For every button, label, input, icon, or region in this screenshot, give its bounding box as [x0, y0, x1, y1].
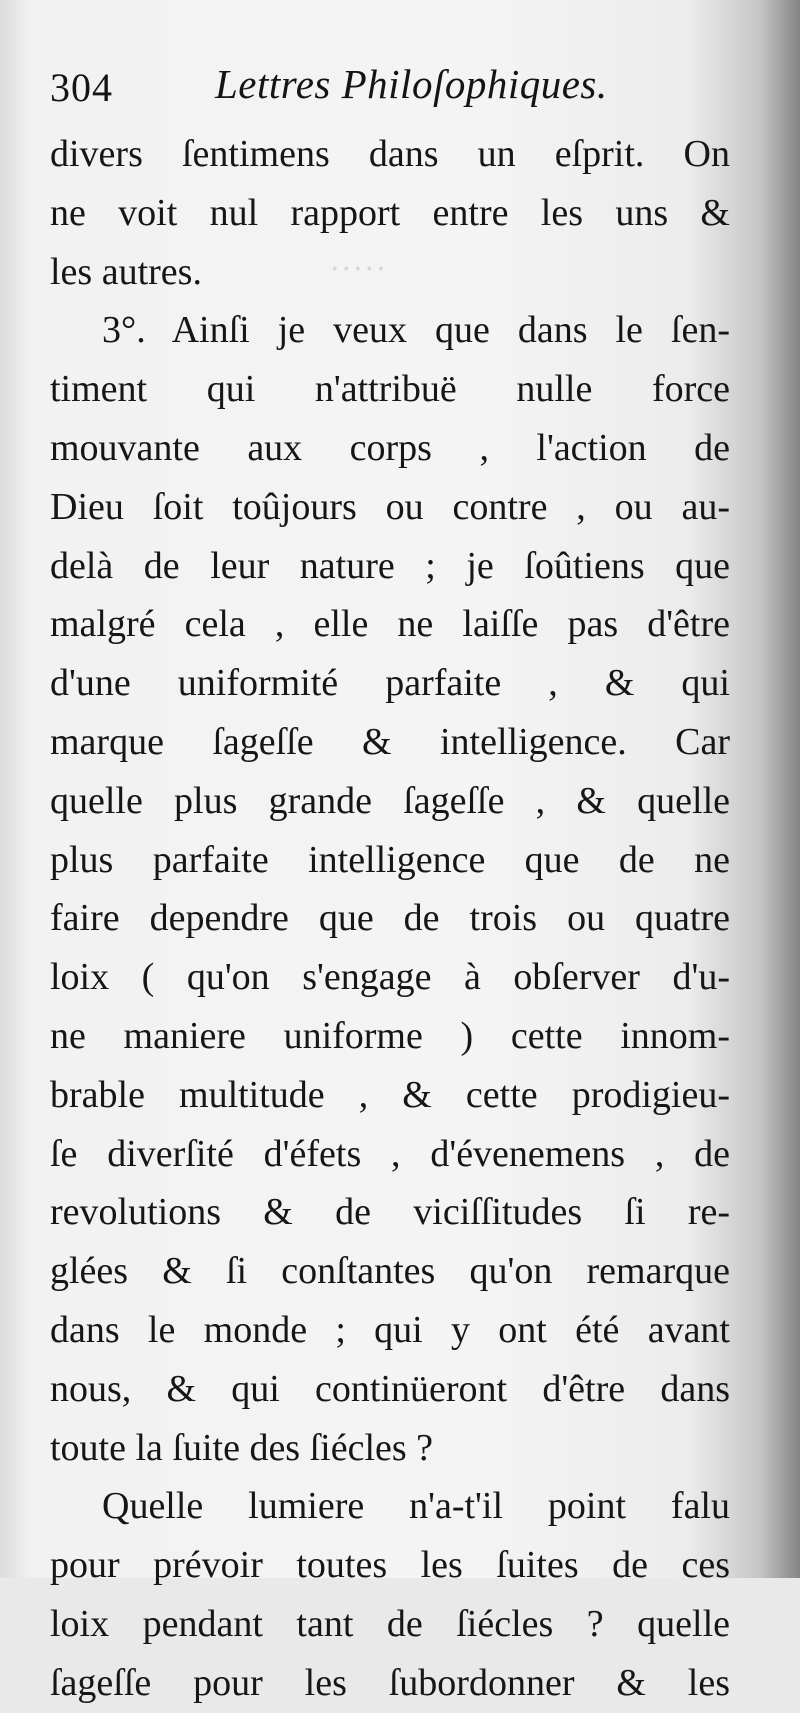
text-line: Dieu ſoit toûjours ou contre , ou au- — [50, 485, 730, 528]
text-line: quelle plus grande ſageſſe , & quelle — [50, 779, 730, 822]
text-line: glées & ſi conſtantes qu'on remarque — [50, 1250, 730, 1293]
text-line: plus parfaite intelligence que de ne — [50, 838, 730, 881]
text-line: loix ( qu'on s'engage à obſerver d'u- — [50, 956, 730, 999]
paragraph-start-line: 3°. Ainſi je veux que dans le ſen- — [102, 309, 730, 352]
text-line: mouvante aux corps , l'action de — [50, 426, 730, 469]
text-line: marque ſageſſe & intelligence. Car — [50, 720, 730, 763]
text-line: delà de leur nature ; je ſoûtiens que — [50, 544, 730, 587]
text-line: faire dependre que de trois ou quatre — [50, 897, 730, 940]
running-title: Lettres Philoſophiques. — [215, 61, 608, 107]
body-text — [50, 125, 730, 1713]
text-line: toute la ſuite des ſiécles ? — [50, 1426, 434, 1469]
text-line: timent qui n'attribuë nulle force — [50, 368, 730, 411]
text-line: ne maniere uniforme ) cette innom- — [50, 1014, 730, 1057]
page-header — [50, 58, 730, 118]
text-line: les autres. — [50, 250, 202, 293]
text-line: divers ſentimens dans un eſprit. On — [50, 133, 730, 175]
text-line: ſageſſe pour les ſubordonner & les — [50, 1661, 730, 1704]
text-line: ne voit nul rapport entre les uns & — [50, 191, 730, 234]
text-line: brable multitude , & cette prodigieu- — [50, 1073, 730, 1116]
text-line: pour prévoir toutes les ſuites de ces — [50, 1544, 730, 1587]
show-through-text: ····· — [330, 252, 388, 287]
paragraph-start-line: Quelle lumiere n'a-t'il point falu — [102, 1485, 730, 1528]
text-line: dans le monde ; qui y ont été avant — [50, 1308, 730, 1351]
text-line: loix pendant tant de ſiécles ? quelle — [50, 1602, 730, 1645]
text-line: nous, & qui continüeront d'être dans — [50, 1367, 730, 1410]
page-number: 304 — [50, 65, 113, 110]
page-gutter-shadow — [760, 0, 800, 1578]
text-line: revolutions & de viciſſitudes ſi re- — [50, 1191, 730, 1234]
text-line: ſe diverſité d'éfets , d'évenemens , de — [50, 1132, 730, 1175]
text-line: d'une uniformité parfaite , & qui — [50, 662, 730, 705]
text-line: malgré cela , elle ne laiſſe pas d'être — [50, 603, 730, 646]
